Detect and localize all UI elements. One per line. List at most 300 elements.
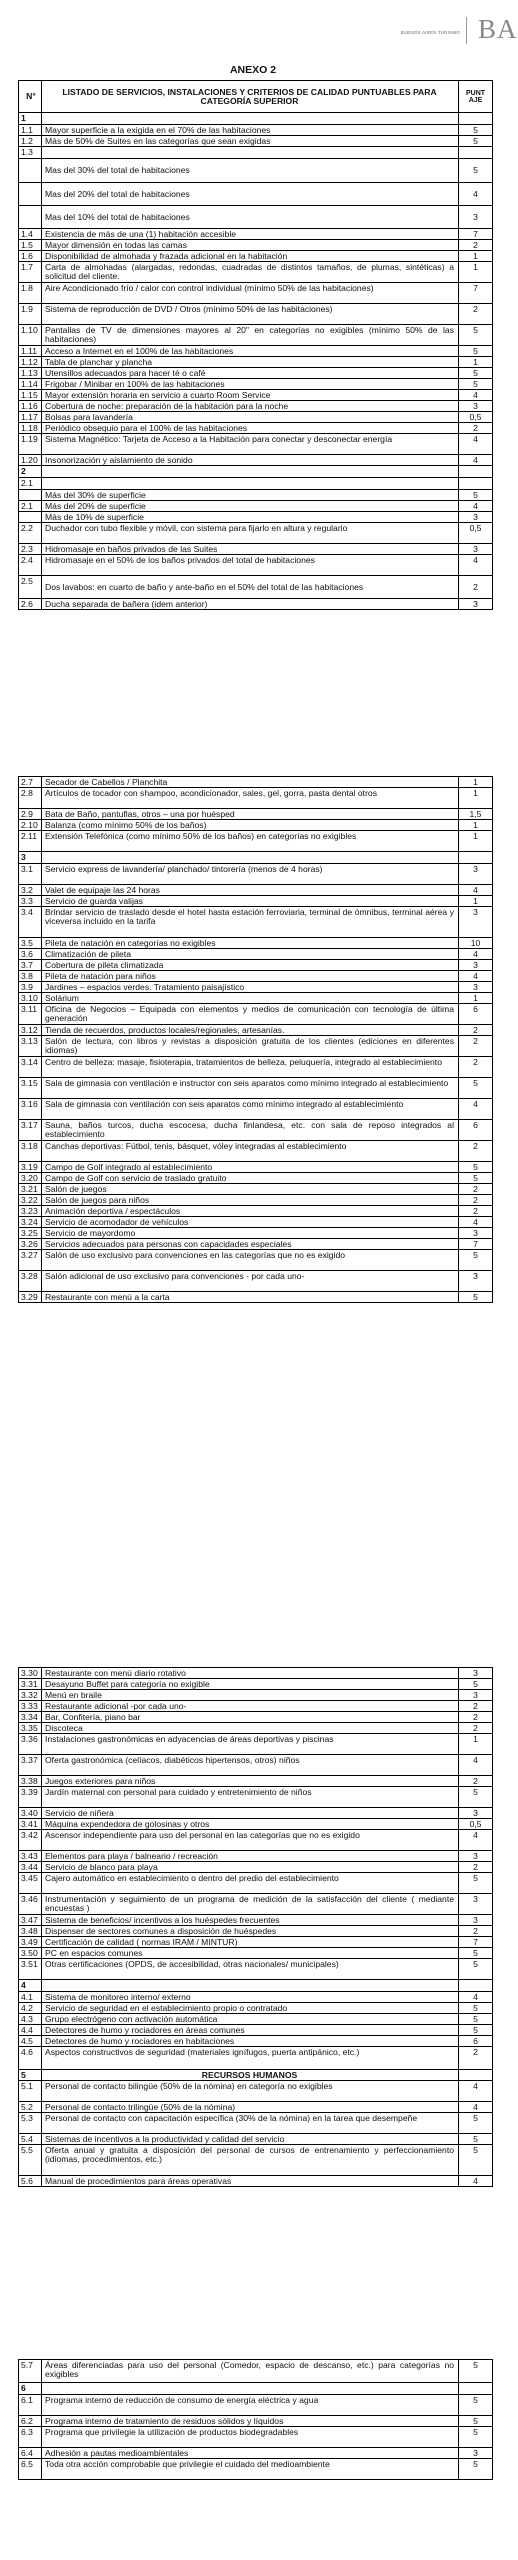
table-row [19, 1035, 492, 1056]
table-row [19, 324, 492, 345]
table-row [19, 356, 492, 367]
row-description: Mas del 10% del total de habitaciones [42, 206, 459, 228]
table-row [19, 2415, 492, 2426]
row-score: 4 [473, 1217, 478, 1227]
table-row [19, 135, 492, 146]
row-number: 2.8 [19, 788, 42, 808]
table-row [19, 1958, 492, 1979]
table-row [19, 1722, 492, 1733]
row-description: Bata de Baño, pantuflas, otros – una por huésped [42, 809, 459, 819]
table-row [19, 937, 492, 948]
row-number: 2.1 [19, 478, 42, 489]
row-score: 5 [473, 325, 478, 335]
row-description: Cajero automático en establecimiento o dentro del predio del establecimiento [42, 1873, 459, 1893]
row-number: 1.5 [19, 240, 42, 250]
row-number: 1.20 [19, 455, 42, 465]
row-score: 4 [473, 2102, 478, 2112]
row-number: 3.38 [19, 1776, 42, 1786]
row-number [19, 512, 42, 522]
table-row [19, 2394, 492, 2415]
row-number: 6.1 [19, 2395, 42, 2415]
row-number: 1.2 [19, 136, 42, 146]
row-description: Servicio express de lavandería/ planchado/ tintorería (menos de 4 horas) [42, 864, 459, 884]
row-description: Oferta gastronómica (celíacos, diabéticos hipertensos, otros) niños [42, 1755, 459, 1775]
row-description: Cobertura de noche: preparación de la habitación para la noche [42, 401, 459, 411]
row-score: 3 [473, 960, 478, 970]
row-description: RECURSOS HUMANOS [42, 2070, 459, 2080]
row-score: 6 [473, 2036, 478, 2046]
row-score: 1 [473, 251, 478, 261]
table-row [19, 808, 492, 819]
table-row [19, 1829, 492, 1850]
table-row [19, 1936, 492, 1947]
row-score: 3 [473, 982, 478, 992]
row-description: Sala de gimnasia con ventilación con seis aparatos como mínimo integrado al establecimiento [42, 1099, 459, 1119]
row-number: 1.10 [19, 325, 42, 345]
row-score: 5 [473, 2014, 478, 2024]
row-score: 5 [473, 1787, 478, 1797]
row-number: 2.5 [19, 576, 42, 598]
row-number: 3.29 [19, 1292, 42, 1302]
table-row [19, 1754, 492, 1775]
table-row [19, 400, 492, 411]
row-score [459, 852, 492, 863]
row-score: 6 [473, 1120, 478, 1130]
row-description: Otras certificaciones (OPDS, de accesibilidad, otras nacionales/ municipales) [42, 1959, 459, 1979]
logo-separator [466, 17, 467, 44]
row-description: Aire Acondicionado frío / calor con control individual (mínimo 50% de las habitaciones) [42, 283, 459, 303]
row-number: 2.1 [19, 501, 42, 511]
row-score: 3 [473, 599, 478, 609]
row-score: 5 [473, 2427, 478, 2437]
table-row [19, 1850, 492, 1861]
row-number [19, 159, 42, 182]
table-row [19, 433, 492, 454]
row-score: 5 [473, 1679, 478, 1689]
row-number: 5.4 [19, 2134, 42, 2144]
row-score: 0,5 [469, 523, 482, 533]
table-row [19, 1925, 492, 1936]
row-score: 4 [473, 455, 478, 465]
table-row [19, 1678, 492, 1689]
row-number: 3.32 [19, 1690, 42, 1700]
row-description: Servicio de acomodador de vehículos [42, 1217, 459, 1227]
table-row [19, 1861, 492, 1872]
row-description: Instalaciones gastronómicas en adyacencias de áreas deportivas y piscinas [42, 1734, 459, 1754]
row-number: 6 [19, 2383, 42, 2394]
row-description: Extensión Telefónica (como mínimo 50% de los baños) en categorías no exigibles [42, 831, 459, 851]
row-number: 1.12 [19, 357, 42, 367]
row-score: 5 [473, 2360, 478, 2370]
table-row [19, 2080, 492, 2101]
row-description [42, 2383, 459, 2394]
row-number: 3.40 [19, 1808, 42, 1818]
row-score: 4 [473, 971, 478, 981]
row-number: 3.1 [19, 864, 42, 884]
row-description: Servicio de guarda valijas [42, 896, 459, 906]
row-score: 7 [473, 1937, 478, 1947]
row-description [42, 466, 459, 477]
row-number: 3.14 [19, 1057, 42, 1077]
row-score: 2 [473, 1195, 478, 1205]
table-row [19, 345, 492, 356]
row-description: Restaurante con menú diario rotativo [42, 1668, 459, 1678]
row-score: 1 [473, 831, 478, 841]
table-row [19, 146, 492, 158]
row-description: Certificación de calidad ( normas IRAM / MINTUR) [42, 1937, 459, 1947]
row-description: Juegos exteriores para niños [42, 1776, 459, 1786]
row-description: Mayor superficie a la exigida en el 70% de las habitaciones [42, 125, 459, 135]
table-row [19, 1098, 492, 1119]
row-number: 3.9 [19, 982, 42, 992]
row-score: 5 [473, 368, 478, 378]
row-score: 5 [473, 2416, 478, 2426]
row-score [459, 2070, 492, 2080]
table-row [19, 250, 492, 261]
row-score: 1 [473, 357, 478, 367]
row-description: Secador de Cabellos / Planchita [42, 777, 459, 787]
row-number: 3.34 [19, 1712, 42, 1722]
row-description: Ducha separada de bañera (idem anterior) [42, 599, 459, 609]
row-number: 3.39 [19, 1787, 42, 1807]
row-number: 5.1 [19, 2081, 42, 2101]
row-score: 3 [473, 1808, 478, 1818]
row-description: Campo de Golf integrado al establecimiento [42, 1162, 459, 1172]
row-score: 5 [473, 346, 478, 356]
table-row [19, 992, 492, 1003]
table-row [19, 2002, 492, 2013]
row-description [42, 852, 459, 863]
table-row [19, 2101, 492, 2112]
row-score: 5 [473, 2395, 478, 2405]
table-row [19, 2046, 492, 2069]
row-description: Personal de contacto bilingüe (50% de la nómina) en categoría no exigibles [42, 2081, 459, 2101]
row-description: Disponibilidad de almohada y frazada adicional en la habitación [42, 251, 459, 261]
row-description: Salón de uso exclusivo para convenciones en las categorías que no es exigido [42, 1250, 459, 1270]
row-number: 3.48 [19, 1926, 42, 1936]
table-row [19, 575, 492, 598]
row-number: 2 [19, 466, 42, 477]
row-description: Personal de contacto con capacitación específica (30% de la nómina) en la tarea que desempeñe [42, 2113, 459, 2133]
row-score: 3 [473, 1668, 478, 1678]
row-score: 3 [473, 1271, 478, 1281]
row-description: Brindar servicio de traslado desde el hotel hasta estación ferroviaria, terminal de ómnibus, terminal aérea y viceversa incluido en la tarifa [42, 907, 459, 937]
table-block [18, 2359, 493, 2480]
row-number: 2.2 [19, 523, 42, 543]
row-description: Programa interno de reducción de consumo de energía eléctrica y agua [42, 2395, 459, 2415]
table-row [19, 895, 492, 906]
row-number: 3.18 [19, 1141, 42, 1161]
table-row [19, 389, 492, 400]
row-description: Pileta de natación para niños [42, 971, 459, 981]
row-number: 3.3 [19, 896, 42, 906]
row-number: 3.13 [19, 1036, 42, 1056]
table-row [19, 2013, 492, 2024]
row-number [19, 183, 42, 205]
row-description: Más de 10% de superficie [42, 512, 459, 522]
row-number: 3.35 [19, 1723, 42, 1733]
row-score: 4 [473, 2081, 478, 2091]
table-row [19, 948, 492, 959]
table-row [19, 777, 492, 787]
row-score: 3 [473, 864, 478, 874]
row-description: Mayor dimensión en todas las camas [42, 240, 459, 250]
row-description: Dos lavabos: en cuarto de baño y ante-baño en el 50% del total de las habitaciones [42, 576, 459, 598]
row-description: Carta de almohadas (alargadas, redondas, cuadradas de distintos tamaños, de plumas, sintéticas) a solicitud del cliente. [42, 262, 459, 282]
row-score: 5 [473, 1250, 478, 1260]
row-description [42, 478, 459, 489]
section-row [19, 2069, 492, 2080]
row-description: Sistema de monitoreo interno/ externo [42, 1992, 459, 2002]
table-row [19, 465, 492, 477]
row-number: 6.4 [19, 2448, 42, 2458]
row-score: 3 [473, 1894, 478, 1904]
table-row [19, 2426, 492, 2447]
table-row [19, 830, 492, 851]
row-score [459, 147, 492, 158]
row-description: Tabla de planchar y plancha [42, 357, 459, 367]
row-number: 1.16 [19, 401, 42, 411]
row-number: 3.22 [19, 1195, 42, 1205]
row-score: 1 [473, 820, 478, 830]
table-row [19, 205, 492, 228]
row-score: 2 [473, 1712, 478, 1722]
row-number: 3.41 [19, 1819, 42, 1829]
row-score: 1 [473, 1734, 478, 1744]
row-score: 6 [473, 1004, 478, 1014]
table-row [19, 367, 492, 378]
table-header [19, 81, 492, 112]
row-description [42, 147, 459, 158]
row-number: 1 [19, 113, 42, 124]
row-number: 4.1 [19, 1992, 42, 2002]
row-description: Servicio de seguridad en el establecimiento propio o contratado [42, 2003, 459, 2013]
row-description: Aspectos constructivos de seguridad (materiales ignífugos, puerta antipánico, etc.) [42, 2047, 459, 2069]
page-title: ANEXO 2 [229, 64, 277, 76]
table-row [19, 522, 492, 543]
row-number: 3.33 [19, 1701, 42, 1711]
row-number: 3.12 [19, 1025, 42, 1035]
row-score [459, 113, 492, 124]
row-description: PC en espacios comunes [42, 1948, 459, 1958]
table-row [19, 1872, 492, 1893]
row-description: Duchador con tubo flexible y móvil, con sistema para fijarlo en altura y regulario [42, 523, 459, 543]
row-score [459, 466, 492, 477]
row-description: Personal de contacto trilingüe (50% de la nómina) [42, 2102, 459, 2112]
row-number: 3.45 [19, 1873, 42, 1893]
row-number: 2.9 [19, 809, 42, 819]
row-number: 3.28 [19, 1271, 42, 1291]
row-number: 3.20 [19, 1173, 42, 1183]
row-description: Oferta anual y gratuita a disposición del personal de cursos de entrenamiento y perfeccionamiento (idiomas, procedimientos, etc.) [42, 2145, 459, 2175]
row-number: 6.2 [19, 2416, 42, 2426]
row-description: Periódico obsequio para el 100% de las habitaciones [42, 423, 459, 433]
row-description: Pileta de natación en categorías no exigibles [42, 938, 459, 948]
row-number: 3.23 [19, 1206, 42, 1216]
row-score: 2 [473, 1862, 478, 1872]
row-description: Climatización de pileta [42, 949, 459, 959]
row-score: 4 [473, 949, 478, 959]
row-description: Más de 50% de Suites en las categorías que sean exigidas [42, 136, 459, 146]
table-row [19, 851, 492, 863]
row-score: 4 [473, 2176, 478, 2186]
row-score: 5 [473, 1959, 478, 1969]
row-score: 1 [473, 788, 478, 798]
row-number: 3.51 [19, 1959, 42, 1979]
row-score: 3 [473, 1228, 478, 1238]
row-number: 3.47 [19, 1915, 42, 1925]
row-description: Pantallas de TV de dimensiones mayores al 20" en categorías no exigibles (mínimo 50% de las habitaciones) [42, 325, 459, 345]
row-description: Programa que privilegie la utilización de productos biodegradables [42, 2427, 459, 2447]
row-number: 5.6 [19, 2176, 42, 2186]
row-number: 4.3 [19, 2014, 42, 2024]
table-row [19, 1733, 492, 1754]
row-score: 5 [473, 2025, 478, 2035]
row-number: 3.19 [19, 1162, 42, 1172]
row-description: Bolsas para lavandería [42, 412, 459, 422]
table-row [19, 112, 492, 124]
table-row [19, 1711, 492, 1722]
table-row [19, 1979, 492, 1991]
row-description: Mas del 20% del total de habitaciones [42, 183, 459, 205]
row-number: 3.6 [19, 949, 42, 959]
row-number: 5.7 [19, 2360, 42, 2382]
column-header-description: LISTADO DE SERVICIOS, INSTALACIONES Y CRITERIOS DE CALIDAD PUNTUABLES PARA CATEGORÍA SUPERIOR [42, 81, 459, 112]
row-number: 1.19 [19, 434, 42, 454]
row-score: 2 [473, 1025, 478, 1035]
row-score: 4 [473, 885, 478, 895]
row-number: 4 [19, 1980, 42, 1991]
table-block [18, 776, 493, 1303]
row-description: Salón de lectura, con libros y revistas a disposición gratuita de los clientes (ediciones en diferentes idiomas) [42, 1036, 459, 1056]
row-description: Discoteca [42, 1723, 459, 1733]
row-score: 4 [473, 1755, 478, 1765]
table-row [19, 422, 492, 433]
table-row [19, 1140, 492, 1161]
row-number: 2.11 [19, 831, 42, 851]
row-number: 3.36 [19, 1734, 42, 1754]
row-score: 10 [470, 938, 481, 948]
row-description: Instrumentación y seguimiento de un programa de medición de la satisfacción del cliente ( mediante encuestas ) [42, 1894, 459, 1914]
row-score [459, 2383, 492, 2394]
row-number: 3.37 [19, 1755, 42, 1775]
row-score: 3 [473, 907, 478, 917]
row-description: Desayuno Buffet para categoría no exigible [42, 1679, 459, 1689]
row-description: Programa interno de tratamiento de residuos sólidos y líquidos [42, 2416, 459, 2426]
row-number: 5 [19, 2070, 42, 2080]
table-row [19, 500, 492, 511]
row-description: Artículos de tocador con shampoo, acondicionador, sales, gel, gorra, pasta dental otros [42, 788, 459, 808]
row-number: 3.11 [19, 1004, 42, 1024]
row-number [19, 206, 42, 228]
row-description: Insonorización y aislamiento de sonido [42, 455, 459, 465]
table-row [19, 2447, 492, 2458]
logo-subtitle: BUENOS AIRES TURISMO [400, 30, 460, 35]
row-description: Oficina de Negocios – Equipada con elementos y medios de comunicación con tecnología de última generación [42, 1004, 459, 1024]
row-score [459, 1980, 492, 1991]
table-row [19, 1991, 492, 2002]
row-number: 1.8 [19, 283, 42, 303]
table-row [19, 970, 492, 981]
table-row [19, 182, 492, 205]
table-row [19, 1003, 492, 1024]
row-description: Manual de procedimientos para áreas operativas [42, 2176, 459, 2186]
row-number: 1.4 [19, 229, 42, 239]
row-description: Servicio de blanco para playa [42, 1862, 459, 1872]
row-description: Animación deportiva / espectáculos [42, 1206, 459, 1216]
row-score: 5 [473, 1948, 478, 1958]
table-row [19, 2133, 492, 2144]
row-description: Detectores de humo y rociadores en áreas comunes [42, 2025, 459, 2035]
row-number: 3.31 [19, 1679, 42, 1689]
row-number: 5.2 [19, 2102, 42, 2112]
row-description: Acceso a Internet en el 100% de las habitaciones [42, 346, 459, 356]
table-row [19, 1291, 492, 1302]
row-number: 1.14 [19, 379, 42, 389]
row-number: 5.3 [19, 2113, 42, 2133]
row-description: Máquina expendedora de golosinas y otros [42, 1819, 459, 1829]
table-row [19, 1249, 492, 1270]
row-description: Sistema Magnético: Tarjeta de Acceso a la Habitación para conectar y desconectar energía [42, 434, 459, 454]
row-score: 5 [473, 1078, 478, 1088]
row-score: 5 [473, 1873, 478, 1883]
row-score: 5 [473, 125, 478, 135]
row-number: 3.5 [19, 938, 42, 948]
row-description: Dispenser de sectores comunes a disposición de huéspedes [42, 1926, 459, 1936]
table-row [19, 1238, 492, 1249]
row-number: 1.3 [19, 147, 42, 158]
row-score: 7 [473, 1239, 478, 1249]
table-row [19, 981, 492, 992]
table-row [19, 1270, 492, 1291]
table-row [19, 884, 492, 895]
row-number: 1.18 [19, 423, 42, 433]
table-row [19, 863, 492, 884]
table-row [19, 124, 492, 135]
table-row [19, 1161, 492, 1172]
table-row [19, 261, 492, 282]
table-row [19, 1227, 492, 1238]
table-row [19, 959, 492, 970]
row-number: 3 [19, 852, 42, 863]
row-description [42, 113, 459, 124]
table-block [18, 1667, 493, 2187]
row-score: 2 [473, 1141, 478, 1151]
row-score: 3 [473, 401, 478, 411]
row-description: Más del 20% de superficie [42, 501, 459, 511]
row-number: 3.4 [19, 907, 42, 937]
row-score: 2 [473, 1036, 478, 1046]
table-row [19, 1668, 492, 1678]
row-number: 2.6 [19, 599, 42, 609]
row-score: 2 [473, 304, 478, 314]
row-description: Salón de juegos [42, 1184, 459, 1194]
row-number: 6.5 [19, 2459, 42, 2479]
row-score: 7 [473, 229, 478, 239]
row-number: 2.4 [19, 555, 42, 575]
row-score: 2 [473, 1723, 478, 1733]
row-score: 2 [473, 1776, 478, 1786]
row-description: Tienda de recuerdos, productos locales/regionales, artesanías. [42, 1025, 459, 1035]
row-description: Cobertura de pileta climatizada [42, 960, 459, 970]
table-row [19, 906, 492, 937]
logo [210, 14, 518, 48]
table-row [19, 1775, 492, 1786]
row-score: 4 [473, 1099, 478, 1109]
row-description: Servicios adecuados para personas con capacidades especiales [42, 1239, 459, 1249]
row-score: 5 [473, 2113, 478, 2123]
row-number: 3.44 [19, 1862, 42, 1872]
